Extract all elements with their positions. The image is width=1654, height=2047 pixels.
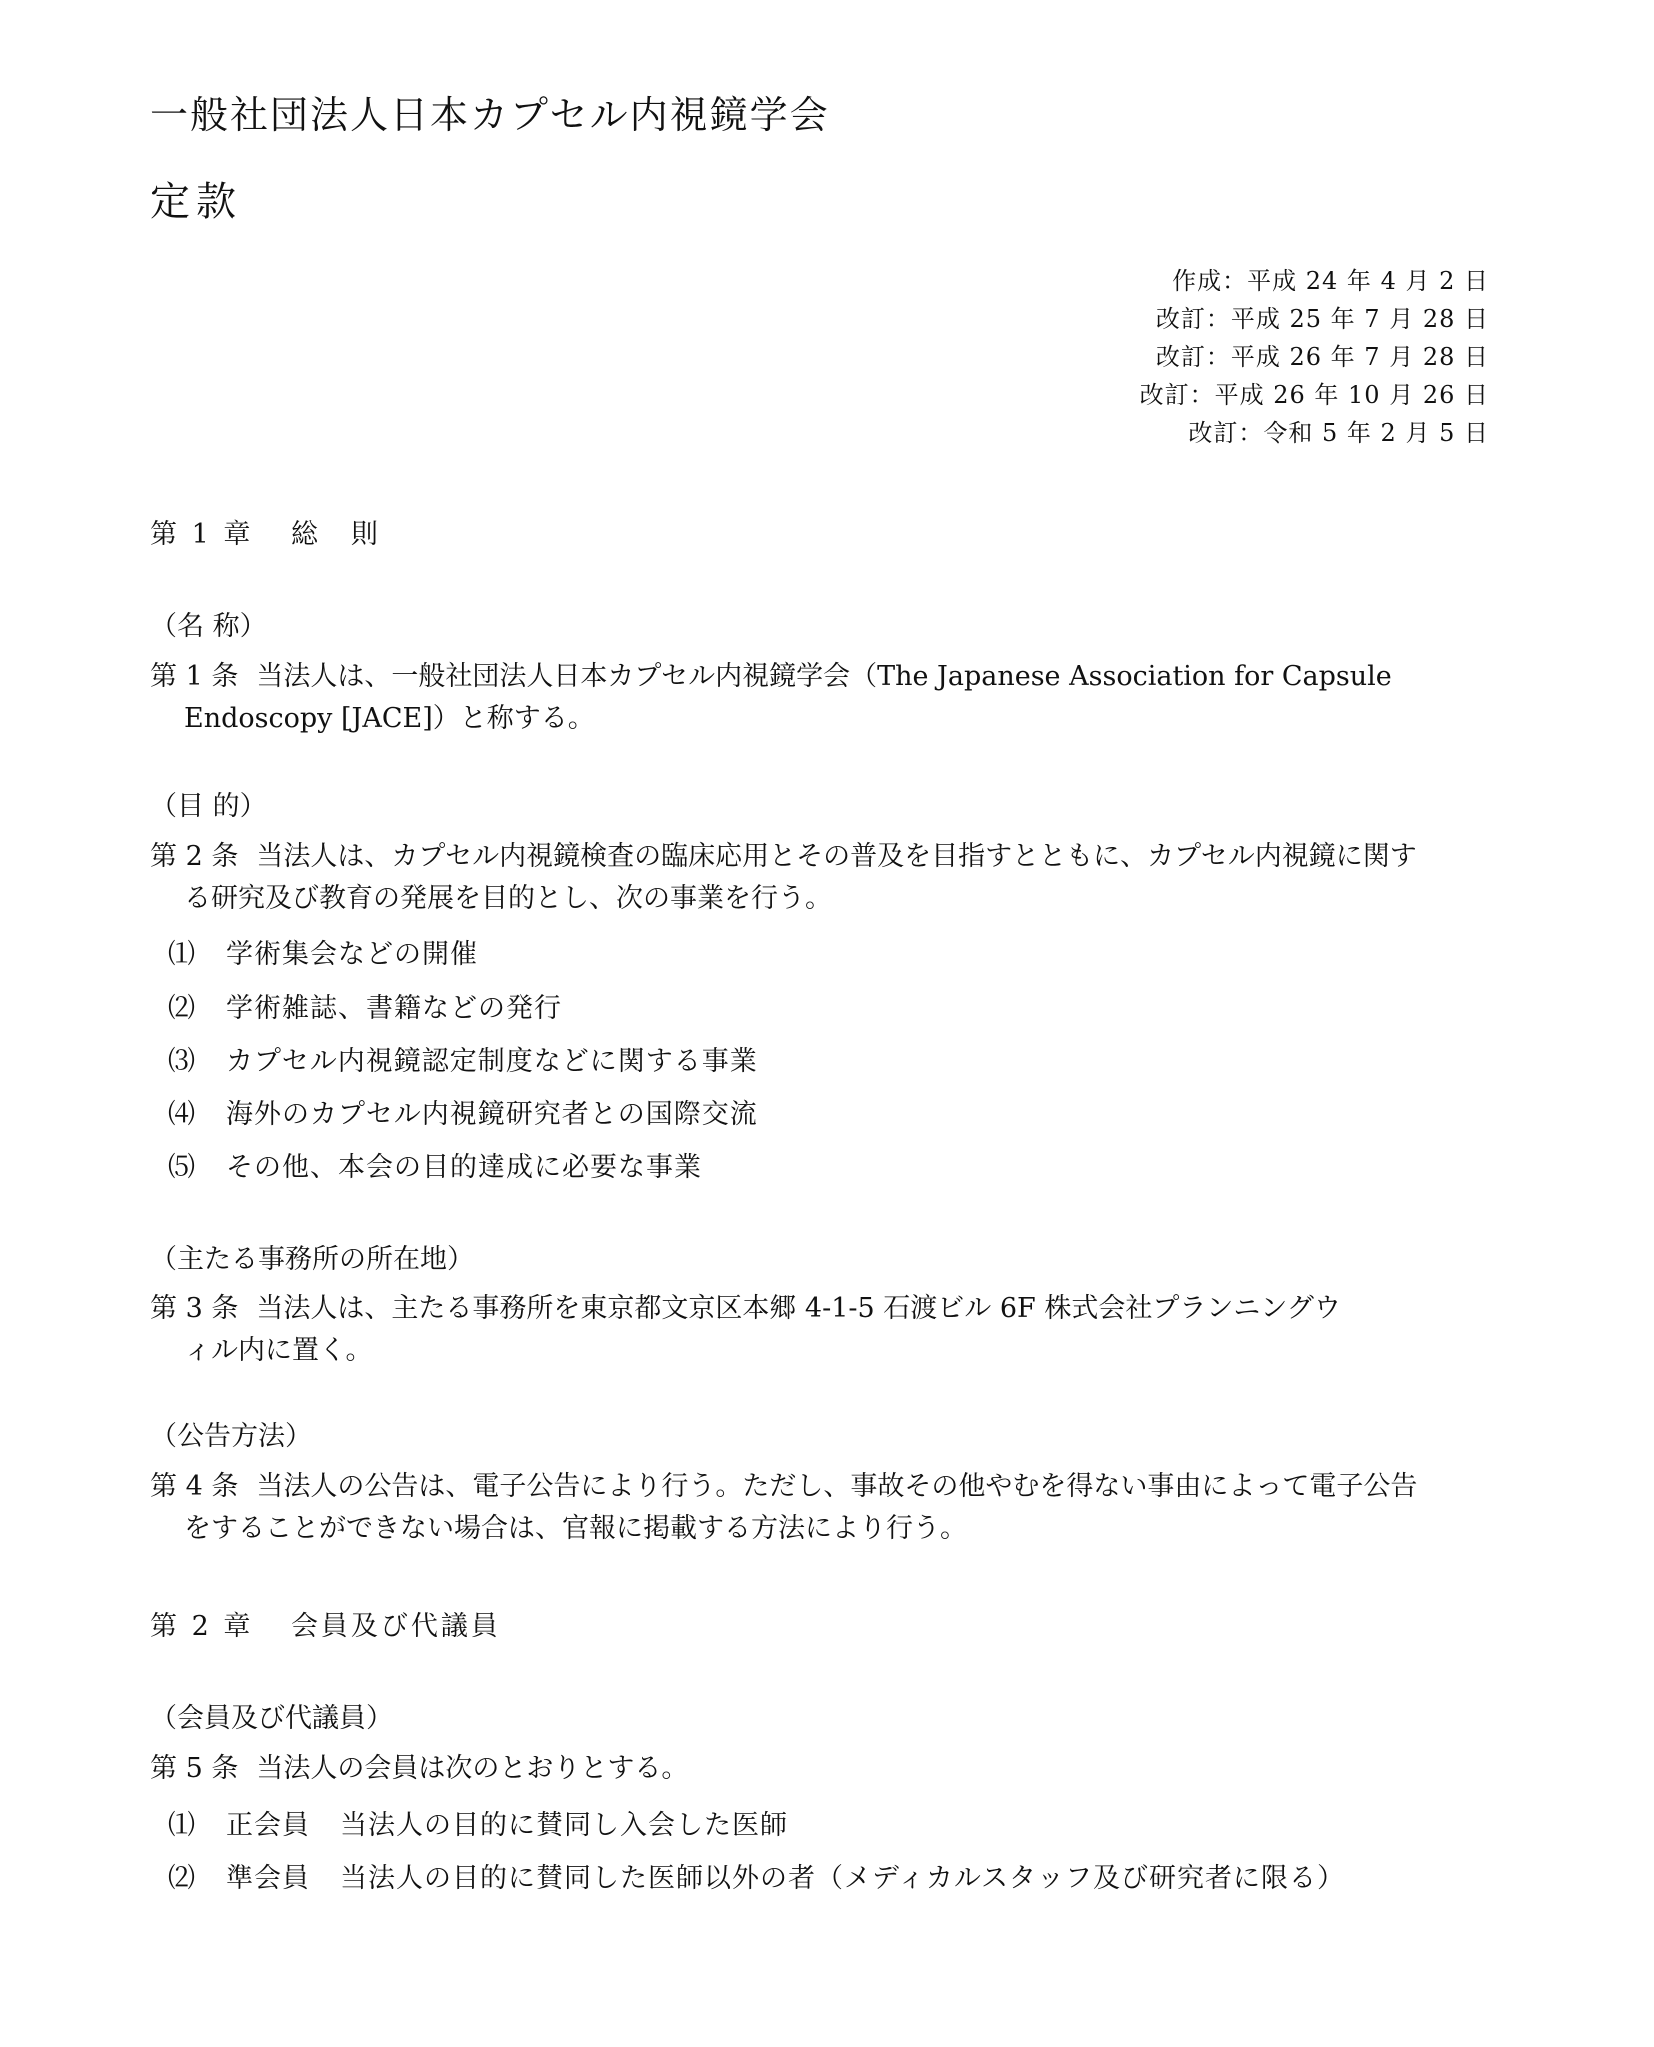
item-text: 当法人の目的に賛同し入会した医師 (340, 1810, 788, 1841)
item-text: カプセル内視鏡認定制度などに関する事業 (226, 1046, 758, 1077)
article-5 (150, 1748, 1490, 1790)
revision-history (1140, 262, 1489, 452)
item-number: ⑵ (168, 1863, 196, 1894)
item-text: 当法人の目的に賛同した医師以外の者（メディカルスタッフ及び研究者に限る） (340, 1863, 1346, 1894)
article-2-line-2: る研究及び教育の発展を目的とし、次の事業を行う。 (184, 883, 832, 914)
revision-line: 改訂：平成 25 年 7 月 28 日 (1155, 305, 1489, 333)
revision-line: 改訂：平成 26 年 7 月 28 日 (1155, 343, 1489, 371)
article-number: 第 2 条 (150, 841, 239, 872)
chapter-title: 会員及び代議員 (290, 1611, 501, 1642)
chapter-2-heading (150, 1604, 501, 1643)
list-item (168, 1039, 758, 1078)
chapter-number: 第 1 章 (150, 519, 254, 550)
article-5-heading: （会員及び代議員） (150, 1703, 393, 1734)
article-1-line-1 (150, 656, 1490, 698)
article-4-heading: （公告方法） (150, 1421, 312, 1452)
item-text: 海外のカプセル内視鏡研究者との国際交流 (226, 1099, 758, 1130)
article-4-line-1 (150, 1466, 1490, 1508)
article-3-heading: （主たる事務所の所在地） (150, 1244, 474, 1275)
article-text: 当法人は、主たる事務所を東京都文京区本郷 4-1-5 石渡ビル 6F 株式会社プランニングウ (256, 1293, 1341, 1324)
item-number: ⑵ (168, 993, 196, 1024)
article-4 (150, 1466, 1490, 1550)
article-1 (150, 656, 1490, 740)
list-item (168, 1803, 788, 1842)
article-number: 第 3 条 (150, 1293, 239, 1324)
article-number: 第 1 条 (150, 661, 239, 692)
article-number: 第 4 条 (150, 1471, 239, 1502)
item-number: ⑷ (168, 1099, 196, 1130)
chapter-number: 第 2 章 (150, 1611, 254, 1642)
list-item (168, 986, 562, 1025)
document-title: 定款 (150, 179, 242, 225)
article-3-line-2: ィル内に置く。 (184, 1335, 373, 1366)
article-4-line-2: をすることができない場合は、官報に掲載する方法により行う。 (184, 1513, 967, 1544)
item-text: その他、本会の目的達成に必要な事業 (226, 1152, 702, 1183)
revision-line: 作成：平成 24 年 4 月 2 日 (1172, 267, 1489, 295)
article-2 (150, 836, 1490, 920)
list-item (168, 1856, 1345, 1895)
revision-line: 改訂：平成 26 年 10 月 26 日 (1139, 381, 1489, 409)
organization-title: 一般社団法人日本カプセル内視鏡学会 (150, 93, 830, 137)
article-3-line-1 (150, 1288, 1490, 1330)
list-item (168, 1092, 758, 1131)
chapter-title: 総 則 (290, 519, 381, 550)
item-text: 学術集会などの開催 (226, 939, 478, 970)
item-term: 準会員 (226, 1863, 310, 1894)
revision-line: 改訂：令和 5 年 2 月 5 日 (1188, 419, 1489, 447)
article-text: 当法人は、カプセル内視鏡検査の臨床応用とその普及を目指すとともに、カプセル内視鏡に関す (256, 841, 1417, 872)
chapter-1-heading (150, 512, 381, 551)
item-number: ⑴ (168, 1810, 196, 1841)
item-number: ⑴ (168, 939, 196, 970)
article-text: 当法人の会員は次のとおりとする。 (256, 1753, 689, 1784)
item-number: ⑶ (168, 1046, 196, 1077)
article-5-line-1 (150, 1748, 1490, 1790)
article-2-heading: （目 的） (150, 791, 267, 822)
list-item (168, 932, 478, 971)
item-number: ⑸ (168, 1152, 196, 1183)
article-1-line-2: Endoscopy [JACE]）と称する。 (184, 703, 595, 734)
item-term: 正会員 (226, 1810, 310, 1841)
article-1-heading: （名 称） (150, 611, 267, 642)
article-text: 当法人の公告は、電子公告により行う。ただし、事故その他やむを得ない事由によって電子公告 (256, 1471, 1418, 1502)
article-text: 当法人は、一般社団法人日本カプセル内視鏡学会（The Japanese Association for Capsule (256, 661, 1392, 692)
list-item (168, 1145, 702, 1184)
article-2-line-1 (150, 836, 1490, 878)
article-number: 第 5 条 (150, 1753, 239, 1784)
article-3 (150, 1288, 1490, 1372)
item-text: 学術雑誌、書籍などの発行 (226, 993, 562, 1024)
